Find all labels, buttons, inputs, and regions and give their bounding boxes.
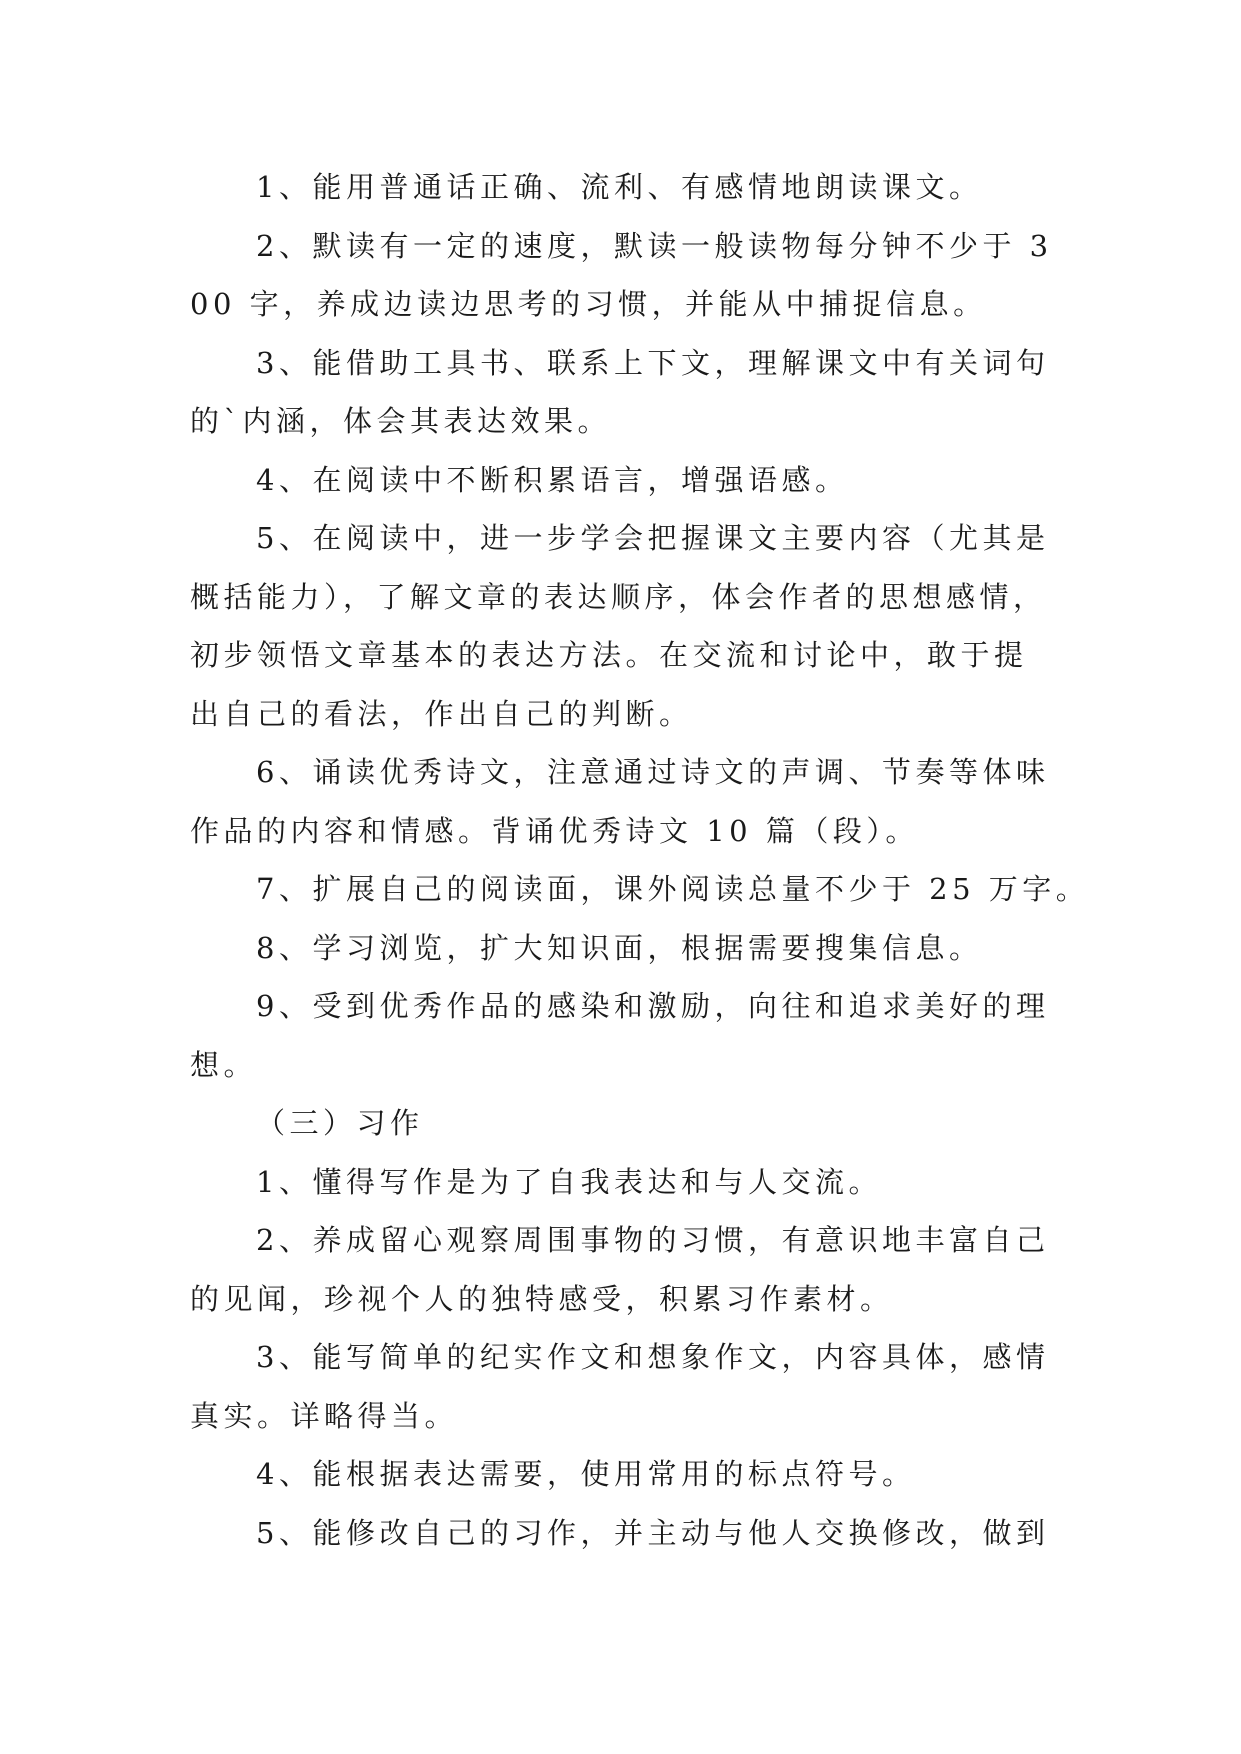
reading-item-3: 3、能借助工具书、联系上下文，理解课文中有关词句的`内涵，体会其表达效果。 xyxy=(190,345,1050,438)
writing-item-4: 4、能根据表达需要，使用常用的标点符号。 xyxy=(256,1457,916,1491)
reading-item-8: 8、学习浏览，扩大知识面，根据需要搜集信息。 xyxy=(256,930,983,965)
writing-item-5: 5、能修改自己的习作，并主动与他人交换修改，做到 xyxy=(256,1515,1050,1550)
reading-item-6: 6、诵读优秀诗文，注意通过诗文的声调、节奏等体味作品的内容和情感。背诵优秀诗文 10 篇（段）。 xyxy=(190,755,1050,848)
reading-item-9: 9、受到优秀作品的感染和激励，向往和追求美好的理想。 xyxy=(190,989,1050,1082)
section-heading-writing: （三）习作 xyxy=(256,1106,424,1140)
reading-item-4: 4、在阅读中不断积累语言，增强语感。 xyxy=(256,462,849,497)
reading-item-7: 7、扩展自己的阅读面，课外阅读总量不少于 25 万字。 xyxy=(256,872,1090,906)
writing-item-1: 1、懂得写作是为了自我表达和与人交流。 xyxy=(256,1164,882,1199)
reading-item-2: 2、默读有一定的速度，默读一般读物每分钟不少于 300 字，养成边读边思考的习惯，并能从中捕捉信息。 xyxy=(190,228,1053,321)
writing-item-2: 2、养成留心观察周围事物的习惯，有意识地丰富自己的见闻，珍视个人的独特感受，积累习作素材。 xyxy=(190,1223,1050,1316)
reading-item-1: 1、能用普通话正确、流利、有感情地朗读课文。 xyxy=(256,170,983,204)
reading-item-5: 5、在阅读中，进一步学会把握课文主要内容（尤其是概括能力），了解文章的表达顺序，体会作者的思想感情，初步领悟文章基本的表达方法。在交流和讨论中，敢于提出自己的看法，作出自己的判断。 xyxy=(190,521,1050,731)
document-body xyxy=(190,158,1090,1562)
writing-item-3: 3、能写简单的纪实作文和想象作文，内容具体，感情真实。详略得当。 xyxy=(190,1340,1050,1433)
